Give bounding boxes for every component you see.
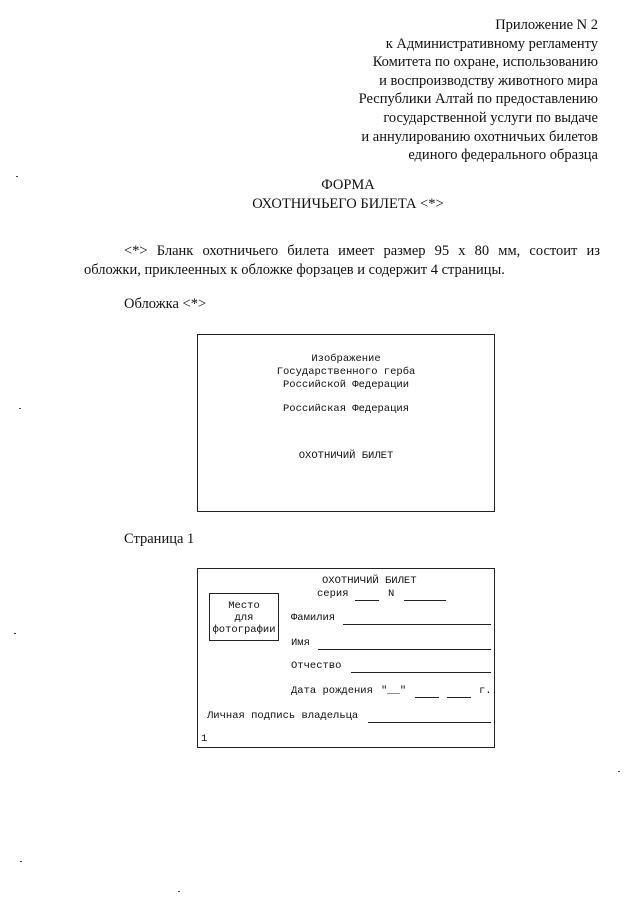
cover-country: Российская Федерация xyxy=(282,403,410,415)
page1-heading: ОХОТНИЧИЙ БИЛЕТ xyxy=(322,575,417,587)
appendix-line: Республики Алтай по предоставлению xyxy=(358,91,598,108)
appendix-line: к Административному регламенту xyxy=(385,35,598,52)
scan-speck xyxy=(618,771,620,772)
scan-speck xyxy=(14,633,16,634)
number-field xyxy=(404,600,446,601)
cover-document-name: ОХОТНИЧИЙ БИЛЕТ xyxy=(298,450,394,462)
page1-label: Страница 1 xyxy=(124,531,195,547)
photo-line1: Место xyxy=(228,600,260,612)
birthdate-day-field: "__" xyxy=(381,685,407,697)
appendix-line: и воспроизводству животного мира xyxy=(379,72,598,89)
series-field xyxy=(355,600,379,601)
signature-field xyxy=(368,722,491,723)
name-field xyxy=(318,649,491,650)
year-suffix: г. xyxy=(479,685,492,697)
footnote-paragraph xyxy=(84,242,600,280)
appendix-line: и аннулированию охотничьих билетов xyxy=(361,128,598,145)
appendix-header xyxy=(359,16,598,165)
scan-speck xyxy=(178,891,180,892)
birthdate-month-field xyxy=(415,697,439,698)
appendix-line: государственной услуги по выдаче xyxy=(383,109,598,126)
footnote-line2: обложки, приклеенных к обложке форзацев и содержит 4 страницы. xyxy=(84,262,505,278)
emblem-line2: Государственного герба xyxy=(276,366,416,378)
surname-field xyxy=(343,624,491,625)
series-label: серия xyxy=(317,588,349,600)
appendix-line: Комитета по охране, использованию xyxy=(372,54,598,71)
page1-form xyxy=(197,568,495,748)
birthdate-label: Дата рождения xyxy=(291,685,373,697)
signature-label: Личная подпись владельца xyxy=(207,710,359,722)
surname-label: Фамилия xyxy=(291,612,336,624)
form-title-line2: ОХОТНИЧЬЕГО БИЛЕТА <*> xyxy=(252,196,444,212)
form-title xyxy=(0,176,640,214)
name-label: Имя xyxy=(291,637,310,649)
emblem-line3: Российской Федерации xyxy=(282,379,410,391)
patronymic-label: Отчество xyxy=(291,660,342,672)
footnote-line1: <*> Бланк охотничьего билета имеет размер 95 х 80 мм, состоит из xyxy=(124,243,600,259)
scan-speck xyxy=(16,176,18,177)
cover-form xyxy=(197,334,495,512)
patronymic-field xyxy=(351,672,491,673)
photo-line3: фотографии xyxy=(212,624,276,636)
appendix-line: Приложение N 2 xyxy=(495,17,598,33)
emblem-line1: Изображение xyxy=(311,353,381,365)
number-label: N xyxy=(388,588,395,600)
appendix-line: единого федерального образца xyxy=(408,147,598,164)
form-title-line1: ФОРМА xyxy=(321,177,375,193)
birthdate-year-field xyxy=(447,697,471,698)
cover-label: Обложка <*> xyxy=(124,296,207,312)
scan-speck xyxy=(20,861,22,862)
scan-speck xyxy=(19,408,21,409)
photo-line2: для xyxy=(234,612,254,624)
page-number: 1 xyxy=(201,733,208,745)
photo-placeholder xyxy=(209,593,279,641)
